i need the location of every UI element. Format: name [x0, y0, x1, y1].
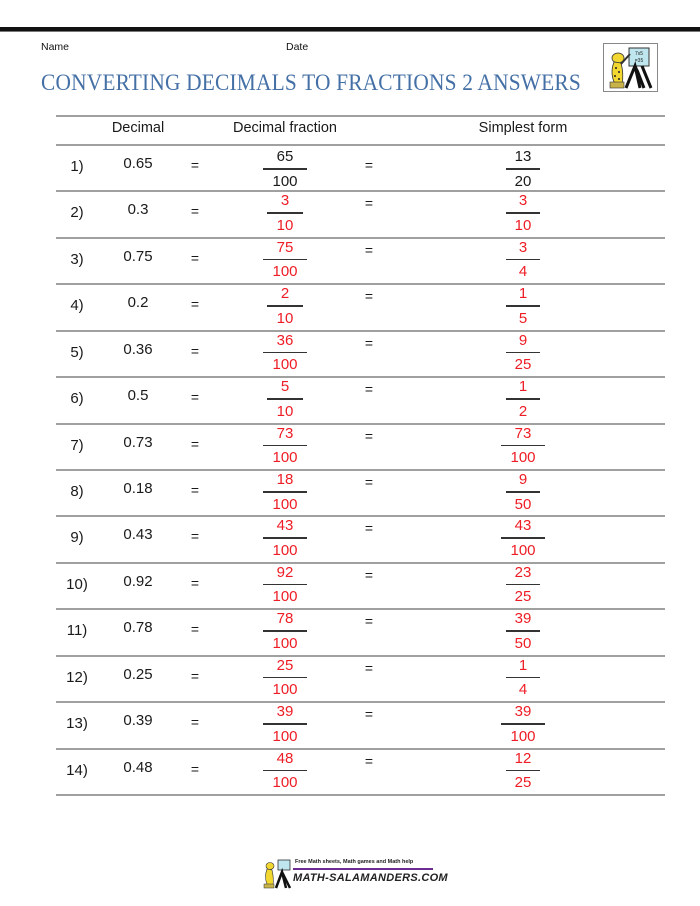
decimal-fraction-answer [267, 378, 303, 421]
numerator: 5 [280, 378, 290, 396]
equals-sign: = [364, 520, 374, 537]
decimal-value: 0.5 [127, 387, 149, 405]
fraction-bar [501, 723, 545, 725]
top-rule [0, 27, 700, 32]
question-number: 12) [66, 668, 88, 686]
simplest-form-answer [501, 517, 545, 560]
numerator: 23 [514, 563, 532, 581]
equals-sign: = [190, 482, 200, 498]
denominator: 100 [272, 263, 298, 281]
denominator: 100 [272, 449, 298, 467]
numerator: 1 [518, 285, 528, 303]
denominator: 100 [272, 588, 298, 606]
numerator: 9 [518, 331, 528, 349]
row-divider [56, 562, 665, 564]
decimal-value: 0.25 [123, 665, 153, 683]
question-number: 2) [70, 204, 84, 222]
fraction-bar [506, 584, 540, 586]
numerator: 13 [514, 148, 532, 165]
denominator: 2 [518, 402, 528, 420]
fraction-bar [263, 723, 307, 725]
decimal-fraction-answer [263, 610, 307, 653]
equals-sign: = [190, 528, 200, 545]
denominator: 10 [276, 216, 294, 234]
simplest-form-answer [506, 332, 540, 375]
question-number: 10) [66, 575, 88, 593]
fraction-bar [263, 537, 307, 539]
equals-sign: = [364, 613, 374, 630]
decimal-fraction-answer [263, 425, 307, 468]
fraction-bar [263, 259, 307, 261]
denominator: 100 [272, 495, 298, 513]
equals-sign: = [190, 157, 200, 173]
decimal-fraction-answer [267, 285, 303, 328]
numerator: 3 [280, 192, 290, 210]
simplest-form-answer [506, 378, 540, 421]
fraction-bar [263, 445, 307, 447]
denominator: 100 [272, 774, 298, 792]
numerator: 43 [514, 517, 532, 535]
denominator: 10 [514, 216, 532, 234]
numerator: 36 [276, 331, 294, 349]
equals-sign: = [364, 381, 374, 398]
row-divider [56, 330, 665, 332]
numerator: 18 [276, 471, 294, 488]
equals-sign: = [364, 752, 374, 769]
fraction-bar [263, 491, 307, 493]
footer-tagline: Free Math sheets, Math games and Math help [295, 859, 414, 865]
fraction-bar [501, 445, 545, 447]
equals-sign: = [364, 706, 374, 723]
fraction-bar [267, 212, 303, 214]
fraction-bar [263, 677, 307, 679]
denominator: 10 [276, 402, 294, 420]
decimal-fraction-answer [263, 332, 307, 375]
equals-sign: = [364, 334, 374, 351]
denominator: 20 [514, 172, 532, 190]
fraction-bar [506, 770, 540, 772]
equals-sign: = [190, 249, 200, 266]
numerator: 39 [276, 703, 294, 721]
salamander-teacher-icon [603, 43, 658, 92]
question-number: 3) [70, 250, 84, 268]
denominator: 100 [510, 541, 536, 559]
row-divider [56, 608, 665, 610]
decimal-value: 0.75 [123, 247, 153, 265]
fraction-bar [263, 584, 307, 586]
decimal-value: 0.3 [127, 201, 149, 219]
table-top-rule [56, 115, 665, 117]
numerator: 78 [276, 610, 294, 628]
question-number: 4) [70, 297, 84, 315]
equals-sign: = [364, 474, 374, 490]
question-number: 7) [70, 436, 84, 454]
numerator: 9 [518, 471, 528, 488]
simplest-form-answer [506, 610, 540, 653]
fraction-bar [501, 537, 545, 539]
numerator: 73 [276, 424, 294, 442]
denominator: 100 [272, 356, 298, 374]
simplest-form-answer [506, 657, 540, 700]
decimal-fraction-answer [263, 657, 307, 700]
svg-text:7x5: 7x5 [634, 51, 644, 57]
svg-text:=35: =35 [634, 58, 644, 64]
decimal-fraction-answer [263, 239, 307, 282]
equals-sign: = [190, 574, 200, 591]
simplest-form-answer [506, 239, 540, 282]
equals-sign: = [190, 621, 200, 638]
decimal-fraction-answer [267, 192, 303, 235]
header-bottom-rule [56, 144, 665, 146]
decimal-value: 0.73 [123, 433, 153, 451]
denominator: 25 [514, 356, 532, 374]
numerator: 1 [518, 378, 528, 396]
question-number: 6) [70, 390, 84, 408]
fraction-bar [263, 352, 307, 354]
numerator: 43 [276, 517, 294, 535]
numerator: 75 [276, 238, 294, 256]
decimal-value: 0.78 [123, 619, 153, 637]
fraction-bar [263, 770, 307, 772]
date-label: Date [286, 41, 309, 53]
fraction-bar [506, 352, 540, 354]
decimal-value: 0.36 [123, 340, 153, 358]
decimal-value: 0.2 [127, 294, 149, 312]
fraction-bar [263, 168, 307, 170]
equals-sign: = [364, 241, 374, 258]
equals-sign: = [364, 659, 374, 676]
denominator: 4 [518, 263, 528, 281]
decimal-value: 0.92 [123, 572, 153, 590]
decimal-fraction-answer [263, 564, 307, 607]
question-number: 9) [70, 529, 84, 547]
question-number: 13) [66, 715, 88, 733]
row-divider [56, 794, 665, 796]
numerator: 25 [276, 656, 294, 674]
fraction-bar [506, 491, 540, 493]
denominator: 25 [514, 588, 532, 606]
row-divider [56, 469, 665, 471]
fraction-bar [506, 212, 540, 214]
simplest-form-answer [506, 148, 540, 191]
simplest-form-answer [506, 285, 540, 328]
equals-sign: = [190, 342, 200, 359]
equals-sign: = [364, 288, 374, 305]
column-header-decimal: Decimal [111, 120, 165, 136]
simplest-form-answer [506, 750, 540, 793]
column-header-simplest-form: Simplest form [478, 120, 568, 136]
decimal-fraction-answer [263, 148, 307, 191]
footer-site-link[interactable]: MATH-SALAMANDERS.COM [293, 872, 448, 884]
decimal-fraction-answer [263, 703, 307, 746]
footer-divider [293, 868, 433, 870]
question-number: 14) [66, 761, 88, 779]
question-number: 1) [70, 158, 84, 175]
numerator: 92 [276, 563, 294, 581]
numerator: 3 [518, 192, 528, 210]
fraction-bar [506, 677, 540, 679]
equals-sign: = [190, 714, 200, 731]
fraction-bar [267, 398, 303, 400]
denominator: 100 [510, 449, 536, 467]
equals-sign: = [190, 667, 200, 684]
decimal-fraction-answer [263, 517, 307, 560]
equals-sign: = [364, 566, 374, 583]
denominator: 100 [272, 681, 298, 699]
denominator: 100 [272, 172, 298, 190]
fraction-bar [506, 259, 540, 261]
row-divider [56, 748, 665, 750]
fraction-bar [506, 305, 540, 307]
row-divider [56, 376, 665, 378]
denominator: 50 [514, 634, 532, 652]
numerator: 39 [514, 703, 532, 721]
fraction-bar [506, 168, 540, 170]
row-divider [56, 515, 665, 517]
equals-sign: = [364, 157, 374, 173]
question-number: 5) [70, 343, 84, 361]
numerator: 65 [276, 148, 294, 165]
numerator: 12 [514, 749, 532, 767]
worksheet-title: CONVERTING DECIMALS TO FRACTIONS 2 ANSWERS [41, 70, 581, 95]
simplest-form-answer [501, 703, 545, 746]
decimal-value: 0.18 [123, 480, 153, 497]
simplest-form-answer [506, 192, 540, 235]
denominator: 5 [518, 309, 528, 327]
equals-sign: = [190, 296, 200, 313]
question-number: 11) [66, 622, 88, 640]
numerator: 39 [514, 610, 532, 628]
fraction-bar [506, 630, 540, 632]
decimal-fraction-answer [263, 750, 307, 793]
decimal-value: 0.43 [123, 526, 153, 544]
column-header-decimal-fraction: Decimal fraction [233, 120, 337, 136]
decimal-value: 0.48 [123, 758, 153, 776]
simplest-form-answer [501, 425, 545, 468]
simplest-form-answer [506, 564, 540, 607]
numerator: 2 [280, 285, 290, 303]
decimal-fraction-answer [263, 471, 307, 514]
numerator: 73 [514, 424, 532, 442]
equals-sign: = [190, 435, 200, 452]
simplest-form-answer [506, 471, 540, 514]
numerator: 3 [518, 238, 528, 256]
equals-sign: = [364, 195, 374, 212]
row-divider [56, 655, 665, 657]
row-divider [56, 237, 665, 239]
denominator: 10 [276, 309, 294, 327]
denominator: 25 [514, 774, 532, 792]
row-divider [56, 190, 665, 192]
row-divider [56, 283, 665, 285]
equals-sign: = [190, 203, 200, 220]
numerator: 48 [276, 749, 294, 767]
fraction-bar [263, 630, 307, 632]
denominator: 100 [272, 541, 298, 559]
row-divider [56, 701, 665, 703]
equals-sign: = [190, 389, 200, 406]
denominator: 100 [510, 727, 536, 745]
row-divider [56, 423, 665, 425]
fraction-bar [267, 305, 303, 307]
numerator: 1 [518, 656, 528, 674]
equals-sign: = [364, 427, 374, 444]
question-number: 8) [70, 483, 84, 500]
decimal-value: 0.39 [123, 712, 153, 730]
denominator: 100 [272, 727, 298, 745]
equals-sign: = [190, 760, 200, 777]
denominator: 100 [272, 634, 298, 652]
denominator: 50 [514, 495, 532, 513]
denominator: 4 [518, 681, 528, 699]
fraction-bar [506, 398, 540, 400]
name-label: Name [41, 41, 70, 53]
decimal-value: 0.65 [123, 155, 153, 172]
